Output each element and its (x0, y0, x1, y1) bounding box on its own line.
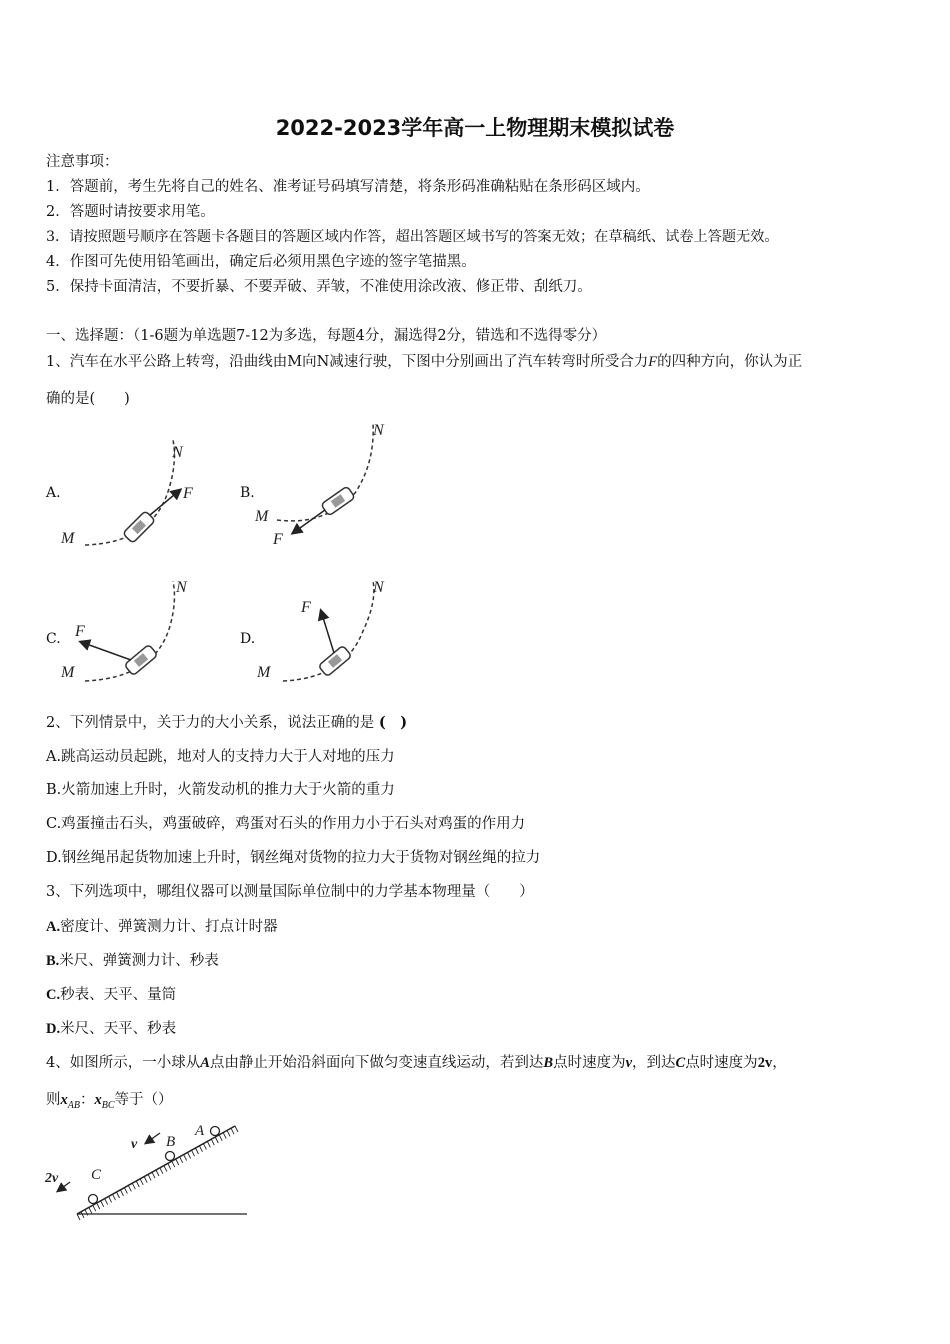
hatch-mark (160, 1168, 163, 1174)
hatch-mark (136, 1181, 139, 1187)
q1-option-b: B. (240, 485, 255, 501)
q1-stem-line2: 确的是( ) (46, 391, 130, 407)
q3-option: B.米尺、弹簧测力计、秒表 (46, 953, 219, 969)
label-m: M (257, 664, 271, 681)
hatch-mark (117, 1192, 120, 1198)
hatch-mark (89, 1207, 92, 1213)
label-f: F (273, 531, 283, 548)
label-v: v (131, 1137, 138, 1152)
hatch-mark (128, 1185, 131, 1191)
hatch-mark (199, 1146, 202, 1152)
incline-figure (45, 1118, 255, 1220)
q2-stem: 2、下列情景中，关于力的大小关系，说法正确的是 ( ) (46, 714, 408, 731)
hatch-mark (148, 1174, 151, 1180)
q3-option: D.米尺、天平、秒表 (46, 1021, 177, 1037)
hatch-mark (113, 1194, 116, 1200)
notice-item: 2．答题时请按要求用笔。 (46, 204, 215, 220)
car-icon (123, 511, 156, 544)
section-heading: 一、选择题：（1-6题为单选题7-12为多选，每题4分，漏选得2分，错选和不选得零分） (46, 328, 607, 344)
hatch-mark (227, 1130, 230, 1136)
label-a: A (195, 1123, 205, 1139)
hatch-mark (192, 1150, 195, 1156)
label-f: F (75, 623, 85, 640)
velocity-arrow-b (146, 1133, 160, 1143)
hatch-mark (152, 1172, 155, 1178)
label-n: N (172, 444, 183, 461)
label-n: N (373, 422, 384, 439)
hatch-mark (144, 1177, 147, 1183)
q1-stem: 1、汽车在水平公路上转弯，沿曲线由M向N减速行驶，下图中分别画出了汽车转弯时所受合力F的四种方向，你认为正 (46, 354, 803, 370)
hatch-mark (164, 1166, 167, 1172)
label-n: N (373, 579, 384, 596)
notice-heading: 注意事项： (46, 154, 119, 170)
hatch-mark (132, 1183, 135, 1189)
figure-option-a (55, 435, 205, 550)
force-arrow (293, 510, 325, 533)
q3-option: C.秒表、天平、量筒 (46, 987, 177, 1003)
ball-b (166, 1152, 175, 1161)
label-f: F (183, 485, 193, 502)
label-m: M (61, 664, 75, 681)
force-arrow (321, 611, 334, 653)
label-c: C (91, 1167, 102, 1183)
hatch-mark (168, 1163, 171, 1169)
hatch-mark (109, 1196, 112, 1202)
force-arrow (81, 642, 131, 660)
label-n: N (176, 579, 187, 596)
q2-option: B.火箭加速上升时，火箭发动机的推力大于火箭的重力 (46, 782, 395, 798)
hatch-mark (235, 1126, 238, 1132)
q3-stem: 3、下列选项中，哪组仪器可以测量国际单位制中的力学基本物理量（ ） (46, 884, 534, 900)
q4-stem: 4、如图所示，一小球从A点由静止开始沿斜面向下做匀变速直线运动，若到达B点时速度为v，到达C点时速度为2v， (46, 1055, 787, 1071)
hatch-mark (172, 1161, 175, 1167)
q2-option: C.鸡蛋撞击石头，鸡蛋破碎，鸡蛋对石头的作用力小于石头对鸡蛋的作用力 (46, 816, 526, 832)
hatch-mark (180, 1157, 183, 1163)
q1-option-a: A. (46, 485, 61, 501)
car-icon (318, 645, 352, 676)
hatch-mark (81, 1212, 84, 1218)
label-b: B (166, 1134, 176, 1150)
hatch-mark (219, 1135, 222, 1141)
hatch-mark (105, 1199, 108, 1205)
page-title: 2022-2023学年高一上物理期末模拟试卷 (275, 116, 675, 140)
q2-option: A.跳高运动员起跳，地对人的支持力大于人对地的压力 (46, 749, 395, 765)
notice-item: 4．作图可先使用铅笔画出，确定后必须用黑色字迹的签字笔描黑。 (46, 254, 476, 270)
hatch-mark (156, 1170, 159, 1176)
label-m: M (61, 530, 75, 547)
q2-option: D.钢丝绳吊起货物加速上升时，钢丝绳对货物的拉力大于货物对钢丝绳的拉力 (46, 850, 541, 866)
hatch-mark (215, 1137, 218, 1143)
figure-option-c (55, 576, 205, 686)
label-m: M (255, 508, 269, 525)
incline-hatching (77, 1126, 238, 1220)
hatch-mark (97, 1203, 100, 1209)
hatch-mark (231, 1128, 234, 1134)
hatch-mark (188, 1152, 191, 1158)
notice-item: 3．请按照题号顺序在答题卡各题目的答题区域内作答，超出答题区域书写的答案无效；在草稿纸、试卷上答题无效。 (46, 229, 779, 245)
hatch-mark (184, 1155, 187, 1161)
figure-option-b (255, 418, 405, 548)
q3-option: A.密度计、弹簧测力计、打点计时器 (46, 919, 278, 935)
hatch-mark (93, 1205, 96, 1211)
notice-item: 5．保持卡面清洁，不要折暴、不要弄破、弄皱，不准使用涂改液、修正带、刮纸刀。 (46, 279, 592, 295)
hatch-mark (196, 1148, 199, 1154)
figure-option-d (255, 576, 405, 686)
hatch-mark (207, 1141, 210, 1147)
hatch-mark (85, 1210, 88, 1216)
hatch-mark (203, 1144, 206, 1150)
q1-option-d: D. (240, 631, 256, 647)
force-arrow (150, 490, 180, 515)
car-icon (321, 486, 355, 516)
ball-c (89, 1195, 98, 1204)
hatch-mark (140, 1179, 143, 1185)
hatch-mark (77, 1214, 80, 1220)
hatch-mark (176, 1159, 179, 1165)
label-2v: 2v (45, 1171, 59, 1186)
hatch-mark (223, 1133, 226, 1139)
notice-item: 1．答题前，考生先将自己的姓名、准考证号码填写清楚，将条形码准确粘贴在条形码区域内。 (46, 179, 650, 195)
ball-a (211, 1127, 220, 1136)
hatch-mark (120, 1190, 123, 1196)
hatch-mark (101, 1201, 104, 1207)
q4-stem-line2: 则$x_{AB}$：$x_{BC}$等于（） (46, 1092, 173, 1111)
q1-option-c: C. (46, 631, 61, 647)
velocity-arrow-c (58, 1182, 70, 1191)
label-f: F (301, 599, 311, 616)
hatch-mark (124, 1188, 127, 1194)
hatch-mark (211, 1139, 214, 1145)
